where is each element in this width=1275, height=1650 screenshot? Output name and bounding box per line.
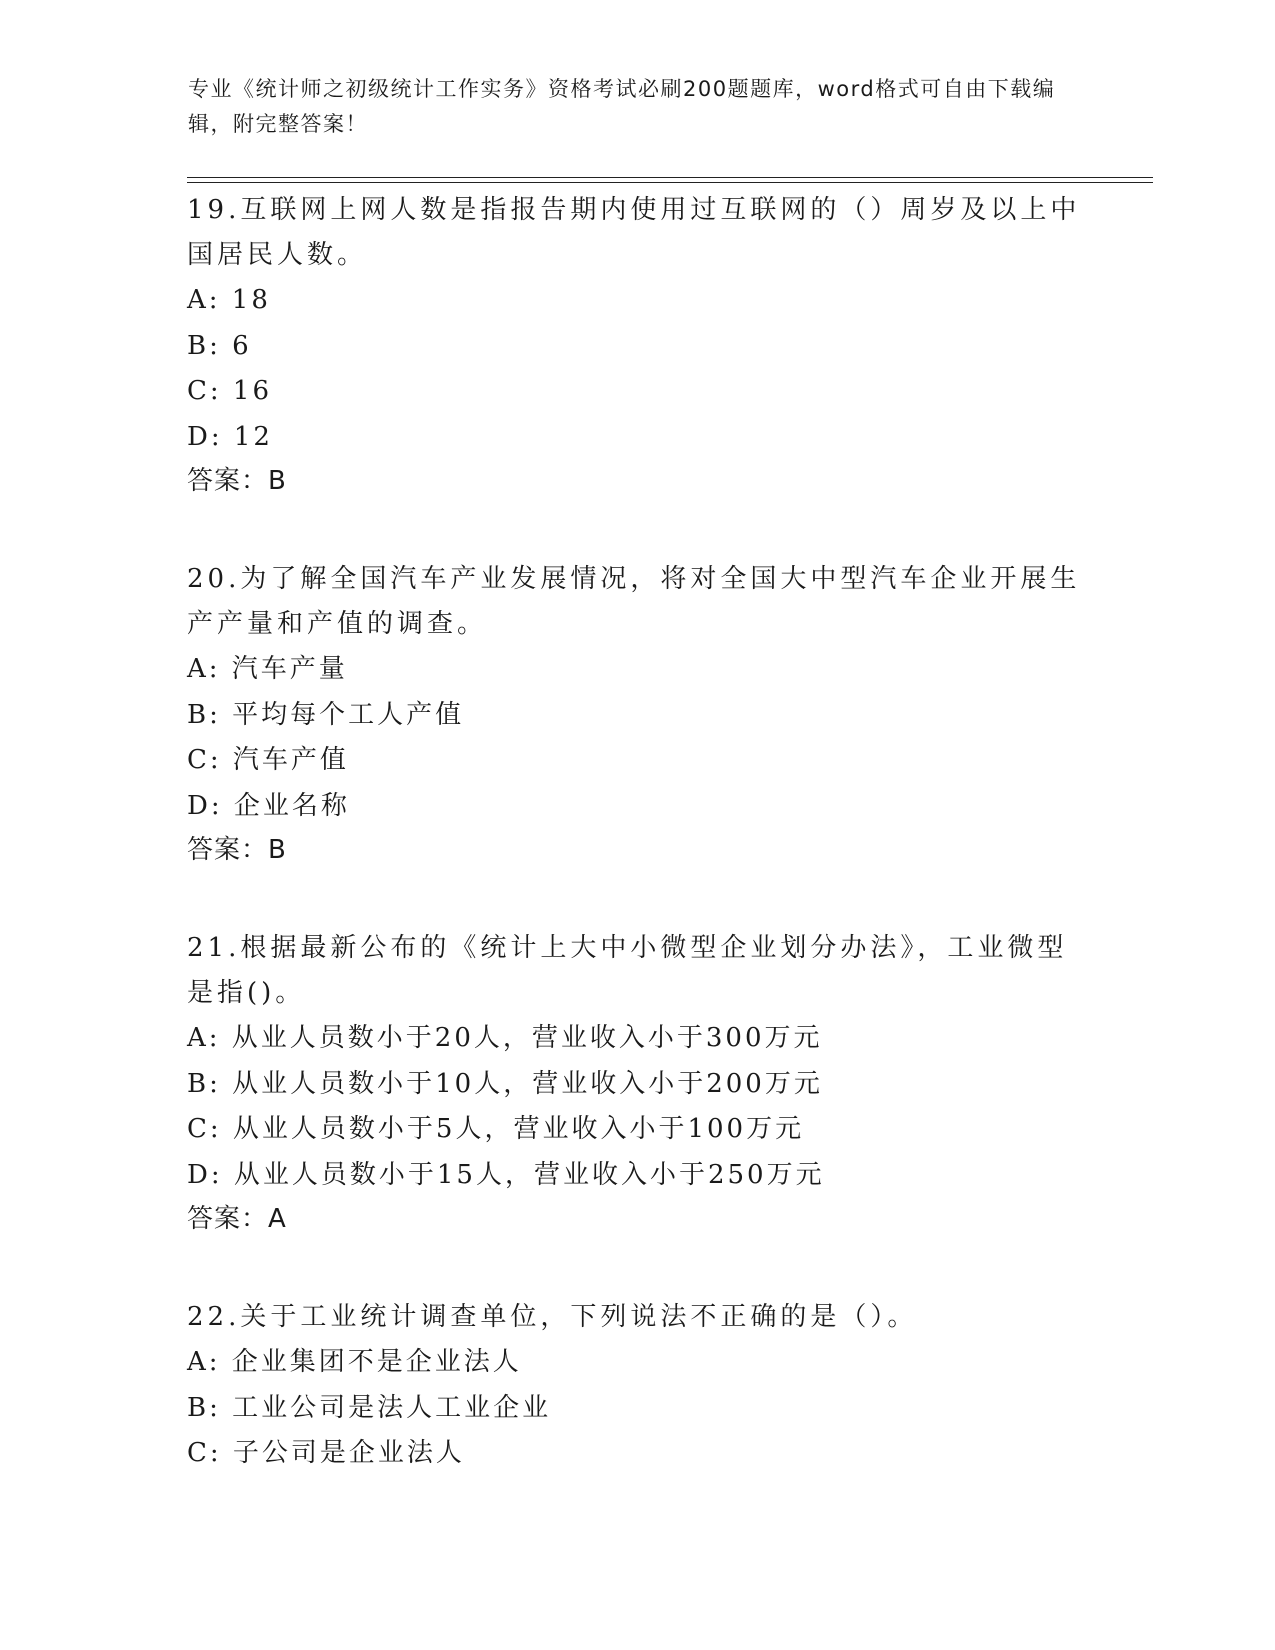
- question-text: 22.关于工业统计调查单位，下列说法不正确的是（）。: [187, 1302, 918, 1332]
- option-d: D: 从业人员数小于15人，营业收入小于250万元: [187, 1159, 825, 1190]
- question-19: [187, 188, 1087, 502]
- option-b: B: 平均每个工人产值: [187, 699, 465, 730]
- option-c: C: 16: [187, 376, 273, 406]
- header-divider-top: [187, 177, 1153, 178]
- question-text: 19.互联网上网人数是指报告期内使用过互联网的（）周岁及以上中国居民人数。: [187, 195, 1081, 270]
- question-22: [187, 1295, 1087, 1477]
- option-d: D: 12: [187, 421, 273, 452]
- question-20: [187, 557, 1087, 871]
- option-a: A: 汽车产量: [187, 654, 348, 684]
- option-a: A: 从业人员数小于20人，营业收入小于300万元: [187, 1023, 823, 1053]
- question-text: 20.为了解全国汽车产业发展情况，将对全国大中型汽车企业开展生产产量和产值的调查。: [187, 564, 1081, 639]
- answer: 答案：A: [187, 1204, 287, 1234]
- question-21: [187, 926, 1087, 1240]
- option-b: B: 6: [187, 330, 252, 361]
- option-a: A: 18: [187, 285, 271, 315]
- answer: 答案：B: [187, 835, 287, 865]
- header-divider-bottom: [187, 182, 1153, 183]
- option-c: C: 汽车产值: [187, 745, 349, 775]
- answer: 答案：B: [187, 466, 287, 496]
- option-c: C: 子公司是企业法人: [187, 1438, 465, 1468]
- option-c: C: 从业人员数小于5人，营业收入小于100万元: [187, 1114, 805, 1144]
- document-header: 专业《统计师之初级统计工作实务》资格考试必刷200题题库，word格式可自由下载编辑，附完整答案！: [188, 77, 1056, 136]
- question-list: [187, 188, 1087, 1532]
- option-d: D: 企业名称: [187, 790, 350, 821]
- option-b: B: 从业人员数小于10人，营业收入小于200万元: [187, 1068, 823, 1099]
- option-a: A: 企业集团不是企业法人: [187, 1347, 522, 1377]
- option-b: B: 工业公司是法人工业企业: [187, 1392, 552, 1423]
- question-text: 21.根据最新公布的《统计上大中小微型企业划分办法》，工业微型是指()。: [187, 933, 1068, 1008]
